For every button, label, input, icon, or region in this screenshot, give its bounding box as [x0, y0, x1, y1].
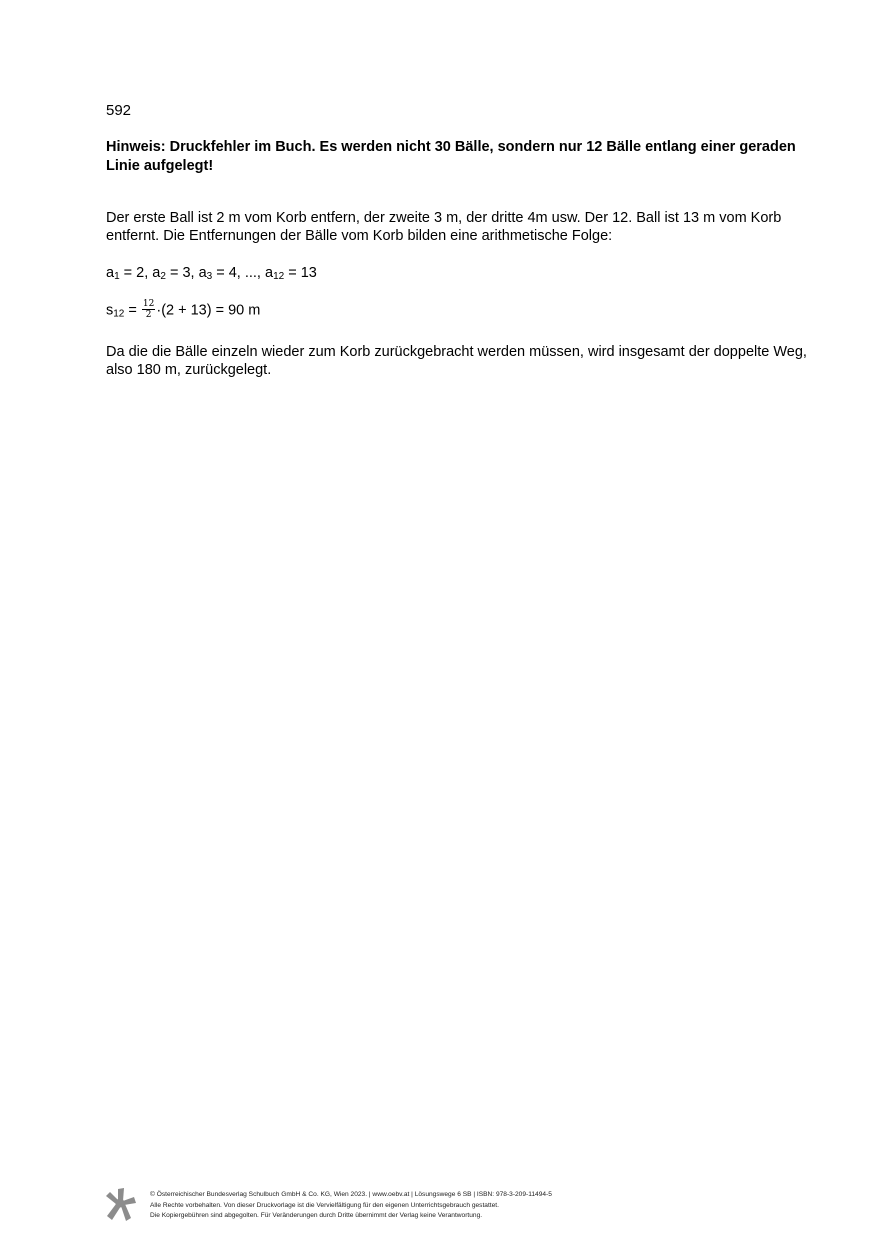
typo-note: Hinweis: Druckfehler im Buch. Es werden nicht 30 Bälle, sondern nur 12 Bälle entlang einer geraden Linie aufgelegt!: [106, 139, 796, 174]
sequence-line: [106, 264, 816, 282]
sum-s: s: [106, 302, 114, 319]
sum-eq: =: [124, 302, 141, 319]
footer-line-1: © Österreichischer Bundesverlag Schulbuch GmbH & Co. KG, Wien 2023. | www.oebv.at | Lösungswege 6 SB | ISBN: 978-3-209-11494-5: [150, 1191, 552, 1198]
footer-copyright: [150, 1190, 790, 1222]
oebv-logo-icon: [104, 1188, 136, 1222]
seq-sub-3: 3: [206, 271, 213, 282]
seq-sub-1: 1: [114, 271, 120, 282]
footer-line-3: Die Kopiergebühren sind abgegolten. Für Veränderungen durch Dritte übernimmt der Verlag keine Verantwortung.: [150, 1212, 483, 1219]
sum-rest: ·(2 + 13) = 90 m: [156, 302, 261, 319]
footer-line-2: Alle Rechte vorbehalten. Von dieser Druckvorlage ist die Vervielfältigung für den eigenen Unterrichtsgebrauch gestattet.: [150, 1201, 499, 1209]
seq-a: a: [106, 265, 115, 281]
page-number: 592: [106, 102, 132, 119]
sum-sub: 12: [113, 308, 125, 320]
fraction-numerator: 12: [142, 299, 155, 309]
sum-formula: [106, 300, 816, 321]
fraction-denominator: 2: [145, 310, 152, 320]
seq-part-4: = 13: [284, 265, 317, 281]
seq-part-3: = 4, ..., a: [212, 265, 274, 281]
sum-fraction: [142, 299, 155, 320]
seq-sub-2: 2: [160, 271, 166, 282]
conclusion-paragraph: Da die die Bälle einzeln wieder zum Korb zurückgebracht werden müssen, wird insgesamt der doppelte Weg, also 180 m, zurückgelegt.: [106, 344, 807, 378]
seq-part-2: = 3, a: [165, 265, 207, 281]
seq-part-1: = 2, a: [119, 265, 161, 281]
seq-sub-4: 12: [273, 271, 285, 282]
intro-paragraph: Der erste Ball ist 2 m vom Korb entfern, der zweite 3 m, der dritte 4m usw. Der 12. Ball ist 13 m vom Korb entfernt. Die Entfernungen der Bälle vom Korb bilden eine arithmetische Folge:: [106, 210, 782, 244]
